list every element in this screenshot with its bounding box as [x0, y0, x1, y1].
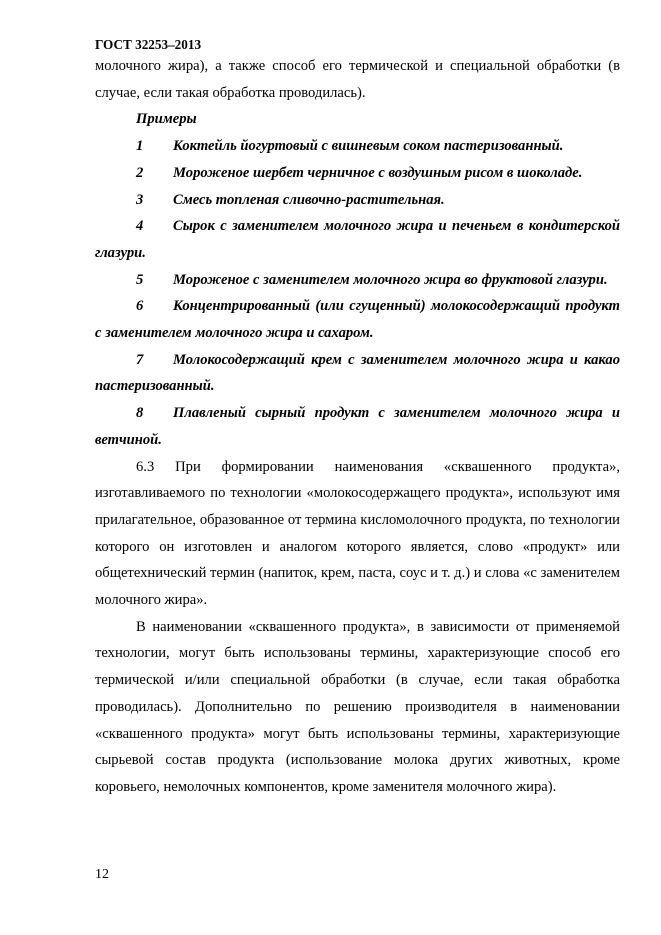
example-item — [95, 160, 620, 187]
example-item — [95, 267, 620, 294]
example-item — [95, 347, 620, 400]
continuation-paragraph: молочного жира), а также способ его термической и специальной обработки (в случае, если такая обработка проводилась). — [95, 58, 620, 101]
example-text: Молокосодержащий крем с заменителем молочного жира и какао пастеризованный. — [95, 351, 620, 395]
example-text: Сырок с заменителем молочного жира и печеньем в кондитерской глазури. — [95, 218, 620, 261]
example-number: 4 — [136, 218, 144, 235]
example-number: 2 — [136, 164, 144, 181]
example-item — [95, 293, 620, 346]
page-body — [95, 53, 620, 801]
example-text: Плавленый сырный продукт с заменителем молочного жира и ветчиной. — [95, 405, 620, 448]
example-item — [95, 133, 620, 160]
document-header: ГОСТ 32253–2013 — [95, 37, 202, 52]
example-number: 6 — [136, 298, 144, 315]
example-item — [95, 400, 620, 453]
example-item — [95, 213, 620, 266]
example-text: Смесь топленая сливочно-растительная. — [173, 191, 445, 208]
example-text: Мороженое с заменителем молочного жира во фруктовой глазури. — [173, 271, 608, 288]
page-number: 12 — [95, 867, 109, 882]
example-number: 7 — [136, 351, 144, 368]
example-text: Концентрированный (или сгущенный) молокосодержащий продукт с заменителем молочного жира и сахаром. — [95, 298, 620, 342]
example-number: 8 — [136, 405, 144, 422]
example-number: 3 — [136, 191, 144, 208]
example-item — [95, 187, 620, 214]
example-number: 5 — [136, 271, 144, 288]
example-text: Мороженое шербет черничное с воздушным рисом в шоколаде. — [173, 164, 583, 181]
section-6-3-paragraph: 6.3 При формировании наименования «сквашенного продукта», изготавливаемого по технологии «молокосодержащего продукта», используют имя прилагательное, образованное от термина кисломолочного продукта, по технологии которого он изготовлен и аналогом которого является, слово «продукт» или общетехнический термин (напиток, крем, паста, соус и т. д.) и слова «с заменителем молочного жира». — [95, 458, 620, 609]
example-text: Коктейль йогуртовый с вишневым соком пастеризованный. — [173, 138, 564, 155]
examples-heading: Примеры — [136, 111, 197, 128]
example-number: 1 — [136, 138, 144, 155]
section-6-3-naming-paragraph: В наименовании «сквашенного продукта», в зависимости от применяемой технологии, могут быть использованы термины, характеризующие способ его термической и/или специальной обработки (в случае, если такая обработка проводилась). Дополнительно по решению производителя в наименовании «сквашенного продукта» могут быть использованы термины, характеризующие сырьевой состав продукта (использование молока других животных, кроме коровьего, немолочных компонентов, кроме заменителя молочного жира). — [95, 618, 620, 795]
